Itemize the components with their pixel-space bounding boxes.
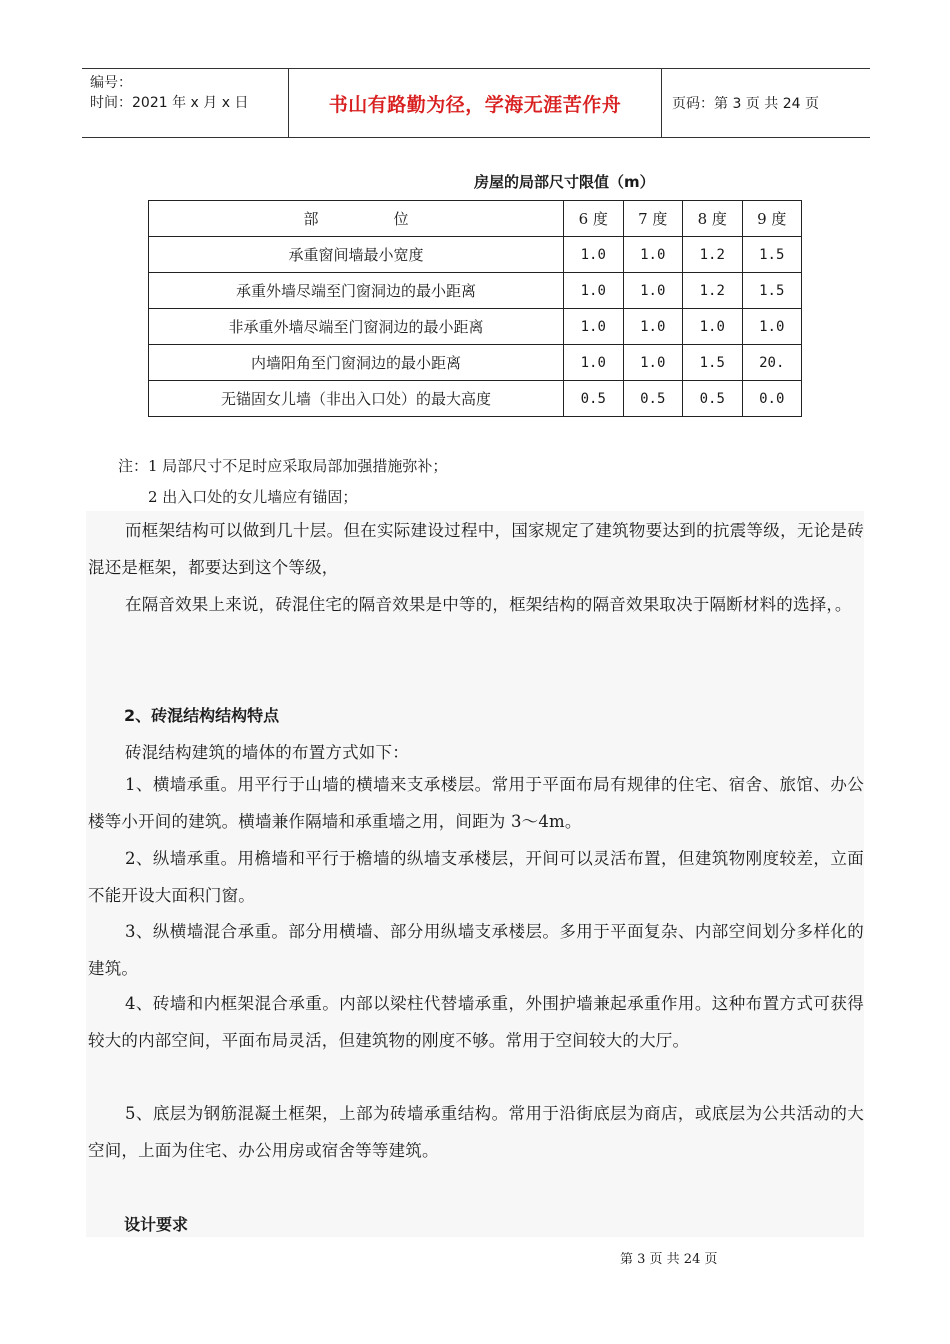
- table-note-1: 注：1 局部尺寸不足时应采取局部加强措施弥补；: [118, 457, 448, 475]
- column-header-part: 部 位: [149, 201, 564, 237]
- table-row: [149, 381, 802, 417]
- cell-value: 1.0: [564, 273, 624, 309]
- column-header-8: 8 度: [683, 201, 743, 237]
- cell-value: 1.2: [683, 237, 743, 273]
- paragraph: 2、纵墙承重。用檐墙和平行于檐墙的纵墙支承楼层，开间可以灵活布置，但建筑物刚度较差，立面不能开设大面积门窗。: [88, 849, 864, 905]
- cell-value: 1.0: [623, 273, 683, 309]
- row-part: 无锚固女儿墙（非出入口处）的最大高度: [149, 381, 564, 417]
- cell-value: 1.0: [564, 237, 624, 273]
- date-label: 时间：2021 年 x 月 x 日: [90, 95, 249, 111]
- cell-value: 0.5: [623, 381, 683, 417]
- cell-value: 0.5: [564, 381, 624, 417]
- header-page-info: 页码：第 3 页 共 24 页: [672, 96, 819, 112]
- cell-value: 1.0: [742, 309, 802, 345]
- table-row: [149, 273, 802, 309]
- paragraph: 4、砖墙和内框架混合承重。内部以梁柱代替墙承重，外围护墙兼起承重作用。这种布置方式可获得较大的内部空间，平面布局灵活，但建筑物的刚度不够。常用于空间较大的大厅。: [88, 994, 864, 1050]
- table-note-2: 2 出入口处的女儿墙应有锚固；: [148, 488, 358, 506]
- size-limits-table: [148, 200, 802, 417]
- table-row: [149, 309, 802, 345]
- table-header-row: [149, 201, 802, 237]
- cell-value: 20.: [742, 345, 802, 381]
- table-row: [149, 237, 802, 273]
- table-row: [149, 345, 802, 381]
- cell-value: 1.0: [683, 309, 743, 345]
- paragraph: 在隔音效果上来说，砖混住宅的隔音效果是中等的，框架结构的隔音效果取决于隔断材料的选择，。: [125, 595, 852, 614]
- paragraph: 5、底层为钢筋混凝土框架，上部为砖墙承重结构。常用于沿街底层为商店，或底层为公共活动的大空间，上面为住宅、办公用房或宿舍等等建筑。: [88, 1104, 864, 1160]
- row-part: 承重外墙尽端至门窗洞边的最小距离: [149, 273, 564, 309]
- row-part: 非承重外墙尽端至门窗洞边的最小距离: [149, 309, 564, 345]
- column-header-9: 9 度: [742, 201, 802, 237]
- cell-value: 1.5: [683, 345, 743, 381]
- table-title: 房屋的局部尺寸限值（m）: [474, 173, 655, 191]
- paragraph: 1、横墙承重。用平行于山墙的横墙来支承楼层。常用于平面布局有规律的住宅、宿舍、旅馆、办公楼等小开间的建筑。横墙兼作隔墙和承重墙之用，间距为 3～4m。: [88, 775, 864, 831]
- row-part: 内墙阳角至门窗洞边的最小距离: [149, 345, 564, 381]
- page-footer: 第 3 页 共 24 页: [620, 1252, 718, 1267]
- cell-value: 1.5: [742, 273, 802, 309]
- row-part: 承重窗间墙最小宽度: [149, 237, 564, 273]
- cell-value: 1.2: [683, 273, 743, 309]
- header-meta: [82, 69, 289, 137]
- cell-value: 0.0: [742, 381, 802, 417]
- number-label: 编号：: [90, 75, 132, 91]
- paragraph: 而框架结构可以做到几十层。但在实际建设过程中，国家规定了建筑物要达到的抗震等级，无论是砖混还是框架，都要达到这个等级，: [88, 521, 864, 577]
- cell-value: 1.0: [564, 309, 624, 345]
- cell-value: 1.0: [564, 345, 624, 381]
- column-header-6: 6 度: [564, 201, 624, 237]
- cell-value: 1.5: [742, 237, 802, 273]
- cell-value: 1.0: [623, 309, 683, 345]
- cell-value: 1.0: [623, 237, 683, 273]
- page-header: [82, 68, 870, 138]
- cell-value: 0.5: [683, 381, 743, 417]
- paragraph: 砖混结构建筑的墙体的布置方式如下：: [125, 743, 409, 762]
- paragraph: 3、纵横墙混合承重。部分用横墙、部分用纵墙支承楼层。多用于平面复杂、内部空间划分多样化的建筑。: [88, 922, 864, 978]
- column-header-7: 7 度: [623, 201, 683, 237]
- cell-value: 1.0: [623, 345, 683, 381]
- header-motto: 书山有路勤为径，学海无涯苦作舟: [289, 69, 662, 137]
- section-heading: 2、砖混结构结构特点: [124, 706, 280, 725]
- section-heading: 设计要求: [124, 1215, 189, 1234]
